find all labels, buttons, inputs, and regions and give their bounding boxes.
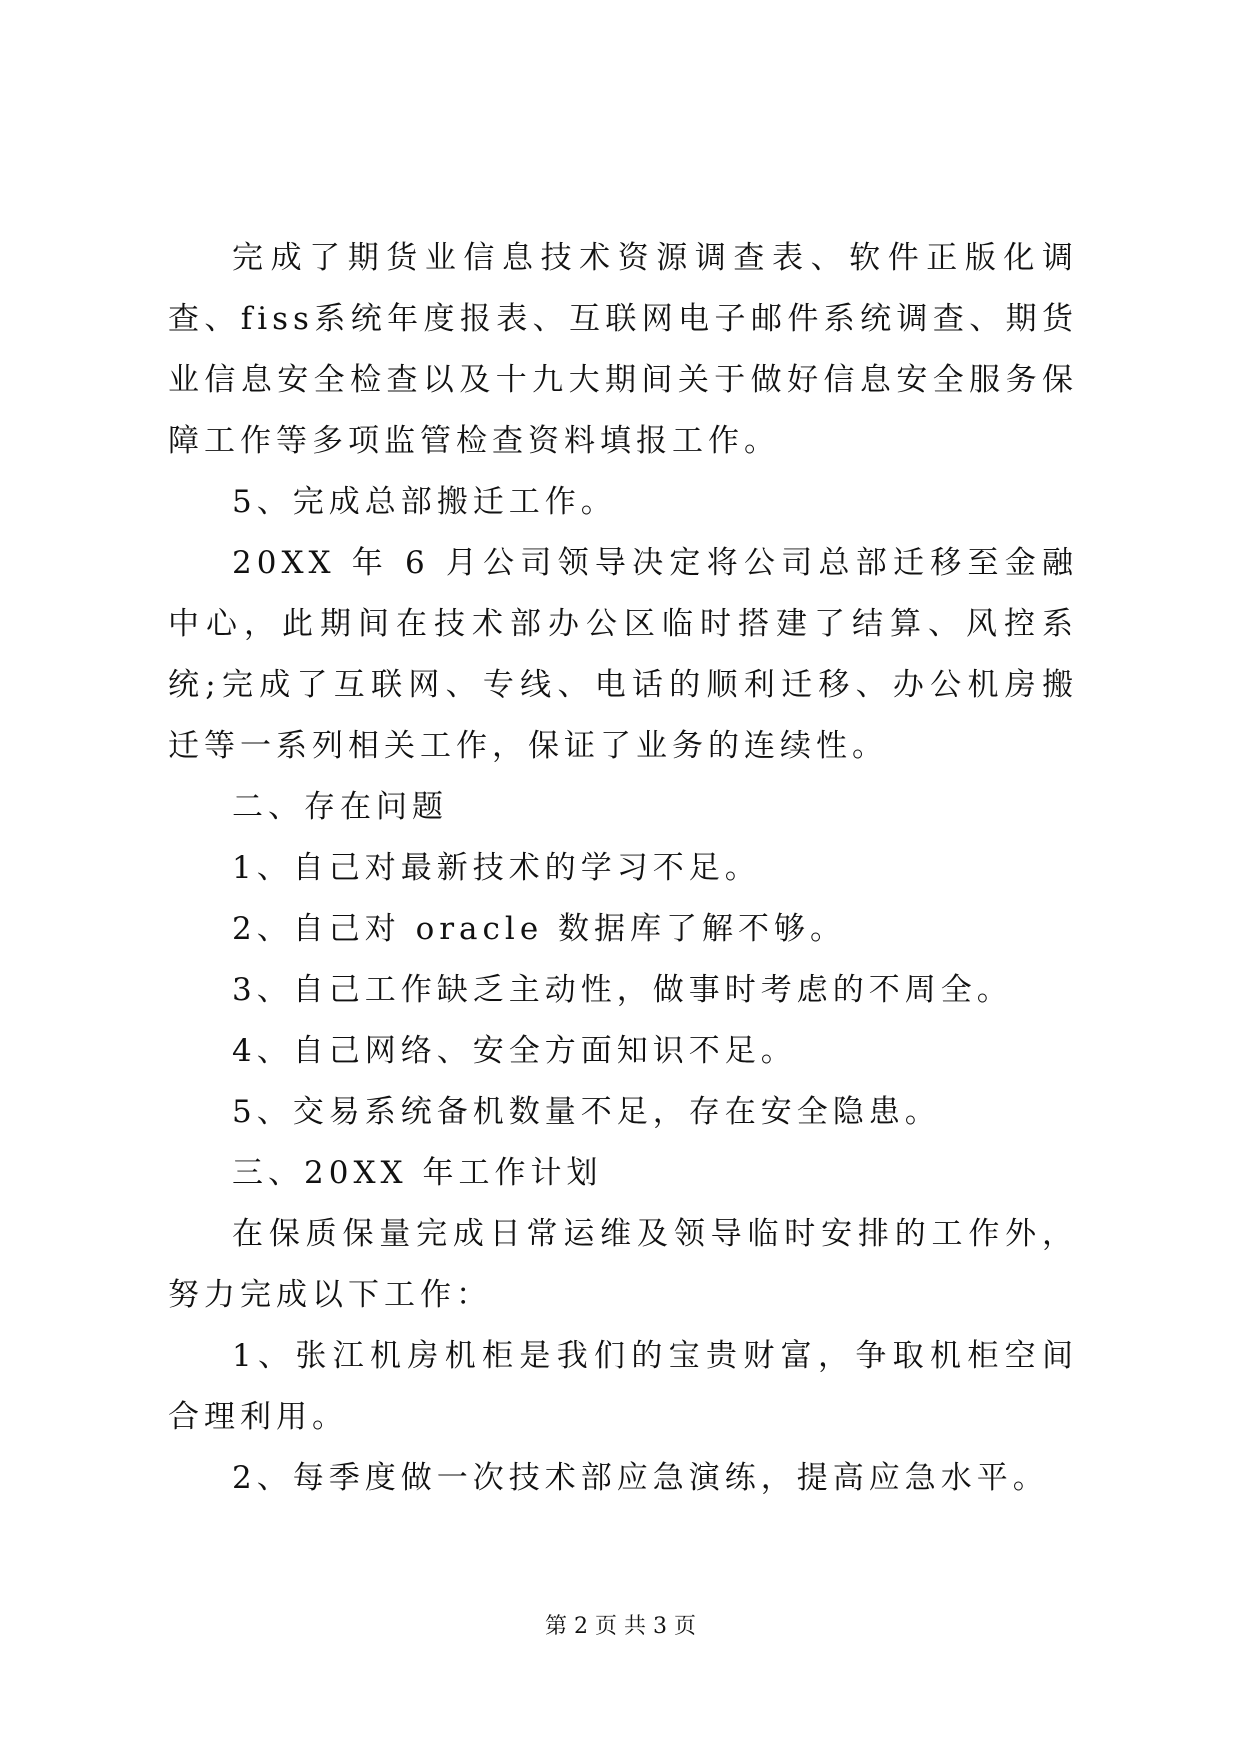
list-item: 2、自己对 oracle 数据库了解不够。 xyxy=(232,911,847,947)
paragraph: 20XX 年 6 月公司领导决定将公司总部迁移至金融中心，此期间在技术部办公区临时搭建了结算、风控系统;完成了互联网、专线、电话的顺利迁移、办公机房搬迁等一系列相关工作，保证了业务的连续性。 xyxy=(168,545,1078,764)
list-item: 1、自己对最新技术的学习不足。 xyxy=(232,850,761,886)
paragraph: 在保质保量完成日常运维及领导临时安排的工作外，努力完成以下工作： xyxy=(168,1216,1078,1313)
list-item: 3、自己工作缺乏主动性，做事时考虑的不周全。 xyxy=(232,972,1013,1008)
page-number-label: 第 2 页 共 3 页 xyxy=(545,1614,696,1639)
paragraph: 完成了期货业信息技术资源调查表、软件正版化调查、fiss系统年度报表、互联网电子邮件系统调查、期货业信息安全检查以及十九大期间关于做好信息安全服务保障工作等多项监管检查资料填报工作。 xyxy=(168,240,1078,459)
list-item: 5、交易系统备机数量不足，存在安全隐患。 xyxy=(232,1094,941,1130)
document-body xyxy=(168,228,1078,1509)
section-heading: 二、存在问题 xyxy=(232,789,448,825)
list-item: 1、张江机房机柜是我们的宝贵财富，争取机柜空间合理利用。 xyxy=(168,1338,1078,1435)
list-item: 4、自己网络、安全方面知识不足。 xyxy=(232,1033,797,1069)
page-footer xyxy=(0,1612,1241,1642)
section-item: 5、完成总部搬迁工作。 xyxy=(232,484,617,520)
section-heading: 三、20XX 年工作计划 xyxy=(232,1155,603,1191)
list-item: 2、每季度做一次技术部应急演练，提高应急水平。 xyxy=(232,1460,1049,1496)
